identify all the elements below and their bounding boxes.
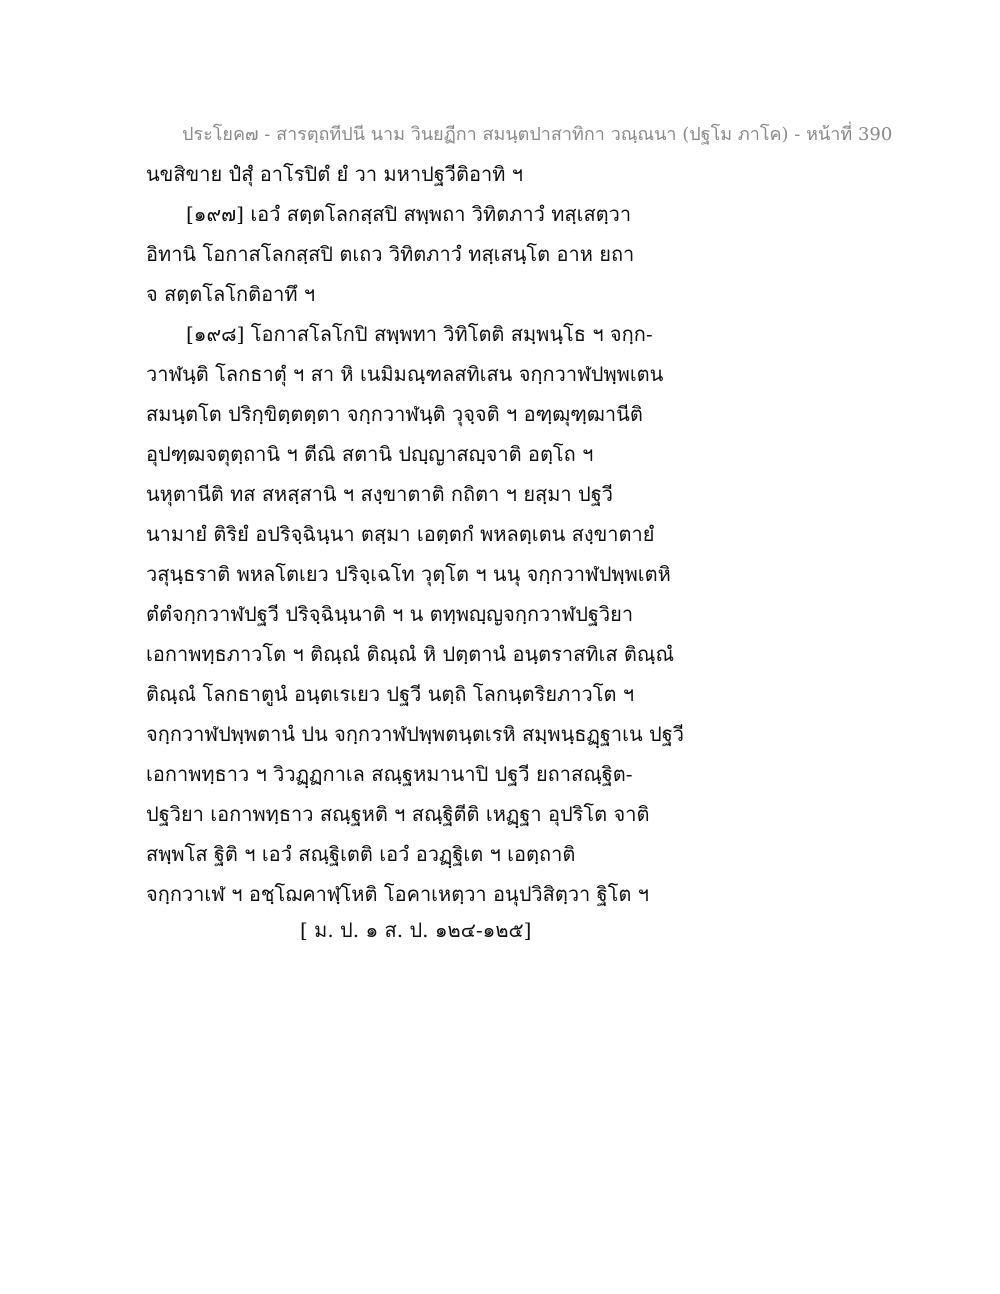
text-line: จกฺกวาฬปพฺพตานํ ปน จกฺกวาฬปพฺพตนฺตเรหิ สมฺพนฺธฏฺฐาเน ปฐวี: [146, 722, 684, 746]
text-line: วาฬนฺติ โลกธาตุํ ฯ สา หิ เนมิมณฺฑลสทิเสน จกฺกวาฬปพฺพเตน: [146, 362, 664, 386]
body-text: [146, 154, 706, 914]
text-line: เอกาพทฺธภาวโต ฯ ติณฺณํ ติณฺณํ หิ ปตฺตานํ อนฺตราสทิเส ติณฺณํ: [146, 642, 674, 666]
text-line: ปฐวิยา เอกาพทฺธาว สณฺฐหติ ฯ สณฺฐิตีติ เหฏฺฐา อุปริโต จาติ: [146, 802, 650, 826]
text-line: เอกาพทฺธาว ฯ วิวฏฺฏกาเล สณฺฐหมานาปิ ปฐวี ยถาสณฺฐิต-: [146, 762, 633, 786]
page-header: ประโยค๗ - สารตฺถทีปนี นาม วินยฏีกา สมนฺตปาสาทิกา วณฺณนา (ปฐโม ภาโค) - หน้าที่ 390: [182, 124, 893, 145]
text-line: อิทานิ โอกาสโลกสฺสปิ ตเถว วิทิตภาวํ ทสฺเสนฺโต อาห ยถา: [146, 242, 635, 266]
paragraph-197-start: [๑๙๗] เอวํ สตฺตโลกสฺสปิ สพฺพถา วิทิตภาวํ ทสฺเสตฺวา: [186, 202, 632, 226]
text-line: สมนฺตโต ปริกฺขิตฺตตฺตา จกฺกวาฬนฺติ วุจฺจติ ฯ อฑฺฒุฑฺฒานีติ: [146, 402, 643, 426]
text-line: ตํตํจกฺกวาฬปฐวี ปริจฺฉินฺนาติ ฯ น ตทฺพญฺญจกฺกวาฬปฐวิยา: [146, 602, 634, 626]
text-line: นามายํ ติริยํ อปริจฺฉินฺนา ตสฺมา เอตฺตกํ พหลตฺเตน สงฺขาตายํ: [146, 522, 655, 546]
text-line: จกฺกวาเฬ ฯ อชฺโฌคาฬฺโหติ โอคาเหตฺวา อนุปวิสิตฺวา ฐิโต ฯ: [146, 882, 649, 906]
text-line: จ สตฺตโลโกติอาทึ ฯ: [146, 282, 316, 306]
text-line: วสุนฺธราติ พหลโตเยว ปริจฺเฉโท วุตฺโต ฯ นนุ จกฺกวาฬปพฺพเตหิ: [146, 562, 671, 586]
paragraph-198-start: [๑๙๘] โอกาสโลโกปิ สพฺพทา วิทิโตติ สมฺพนฺโธ ฯ จกฺก-: [186, 322, 653, 346]
citation-reference: [ ม. ป. ๑ ส. ป. ๑๒๔-๑๒๕]: [300, 918, 532, 942]
text-line: นขสิขาย ปํสุํ อาโรปิตํ ยํ วา มหาปฐวีติอาทิ ฯ: [146, 162, 524, 186]
text-line: ติณฺณํ โลกธาตูนํ อนฺตเรเยว ปฐวี นตฺถิ โลกนฺตริยภาวโต ฯ: [146, 682, 635, 706]
text-line: อุปฑฺฒจตุตฺถานิ ฯ ตีณิ สตานิ ปญฺญาสญฺจาติ อตฺโถ ฯ: [146, 442, 594, 466]
text-line: สพฺพโส ฐิติ ฯ เอวํ สณฺฐิเตติ เอวํ อวฏฺฐิเต ฯ เอตฺถาติ: [146, 842, 576, 866]
text-line: นหุตานีติ ทส สหสฺสานิ ฯ สงฺขาตาติ กถิตา ฯ ยสฺมา ปฐวี: [146, 482, 613, 506]
